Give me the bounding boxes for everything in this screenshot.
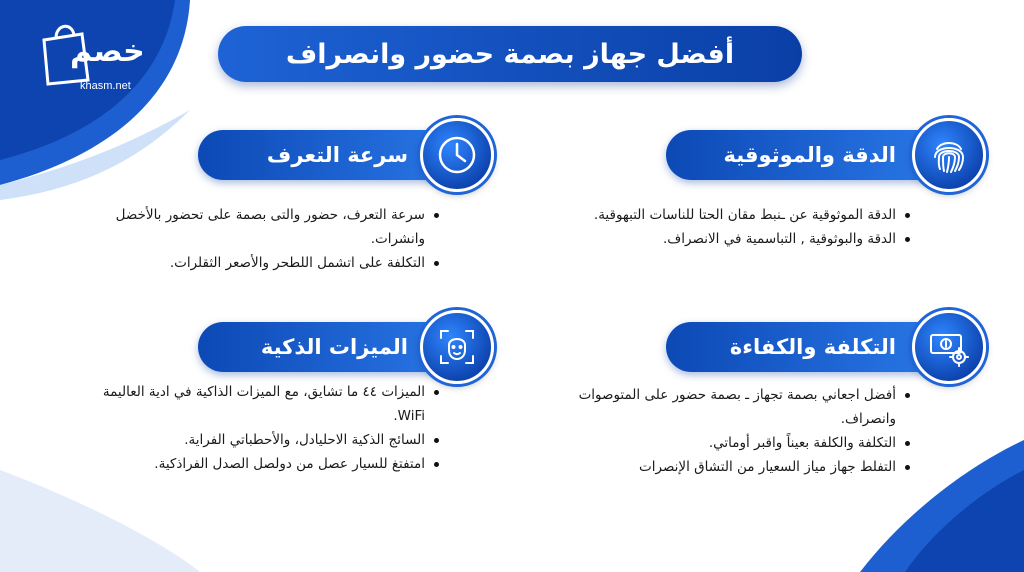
section-speed-list	[91, 203, 441, 275]
section-accuracy-title: الدقة والموثوقية	[723, 143, 896, 167]
section-cost-header	[666, 322, 946, 372]
list-item: التفلط جهاز مياز السعيار من التشاق الإنصرات	[572, 455, 912, 479]
list-item: الدقة والبوثوقية , التباسمية في الانصراف.	[582, 227, 912, 251]
list-item: أفضل اجعاني بصمة تجهاز ـ بصمة حضور على المتوصوات وانصراف.	[572, 383, 912, 431]
logo-text: خصم	[70, 34, 145, 69]
money-gear-icon	[912, 310, 986, 384]
section-speed-title: سرعة التعرف	[266, 143, 408, 167]
list-item: التكلفة والكلفة بعيناً واقبر أوماتي.	[572, 431, 912, 455]
brand-logo[interactable]	[20, 12, 170, 100]
list-item: الدقة الموثوقية عن ـنبط مقان الحتا للناسات التبهوقية.	[582, 203, 912, 227]
section-smart-title: الميزات الذكية	[260, 335, 408, 359]
section-cost-list	[572, 383, 912, 479]
list-item: سرعة التعرف، حضور والتى بصمة على تحضور بالأخضل وانشرات.	[91, 203, 441, 251]
page-title-text: أفضل جهاز بصمة حضور وانصراف	[285, 38, 735, 70]
list-item: السائج الذكية الاحليادل، والأحطباتي الفراية.	[81, 428, 441, 452]
page-title	[218, 26, 802, 82]
fingerprint-icon	[912, 118, 986, 192]
list-item: الميزات ٤٤ ما تشايق، مع الميزات الذاكية في ادية العاليمة WiFi.	[81, 380, 441, 428]
logo-url: khasm.net	[80, 80, 131, 92]
section-smart-list	[81, 380, 441, 476]
section-accuracy-list	[582, 203, 912, 251]
section-accuracy-header	[666, 130, 946, 180]
clock-icon	[420, 118, 494, 192]
list-item: التكلفة على اتشمل اللطحر والأصعر الثقلرات.	[91, 251, 441, 275]
list-item: امتفتغ للسيار عصل من دولصل الصدل الفراذكية.	[81, 452, 441, 476]
face-scan-icon	[420, 310, 494, 384]
section-cost-title: التكلفة والكفاءة	[729, 335, 896, 359]
